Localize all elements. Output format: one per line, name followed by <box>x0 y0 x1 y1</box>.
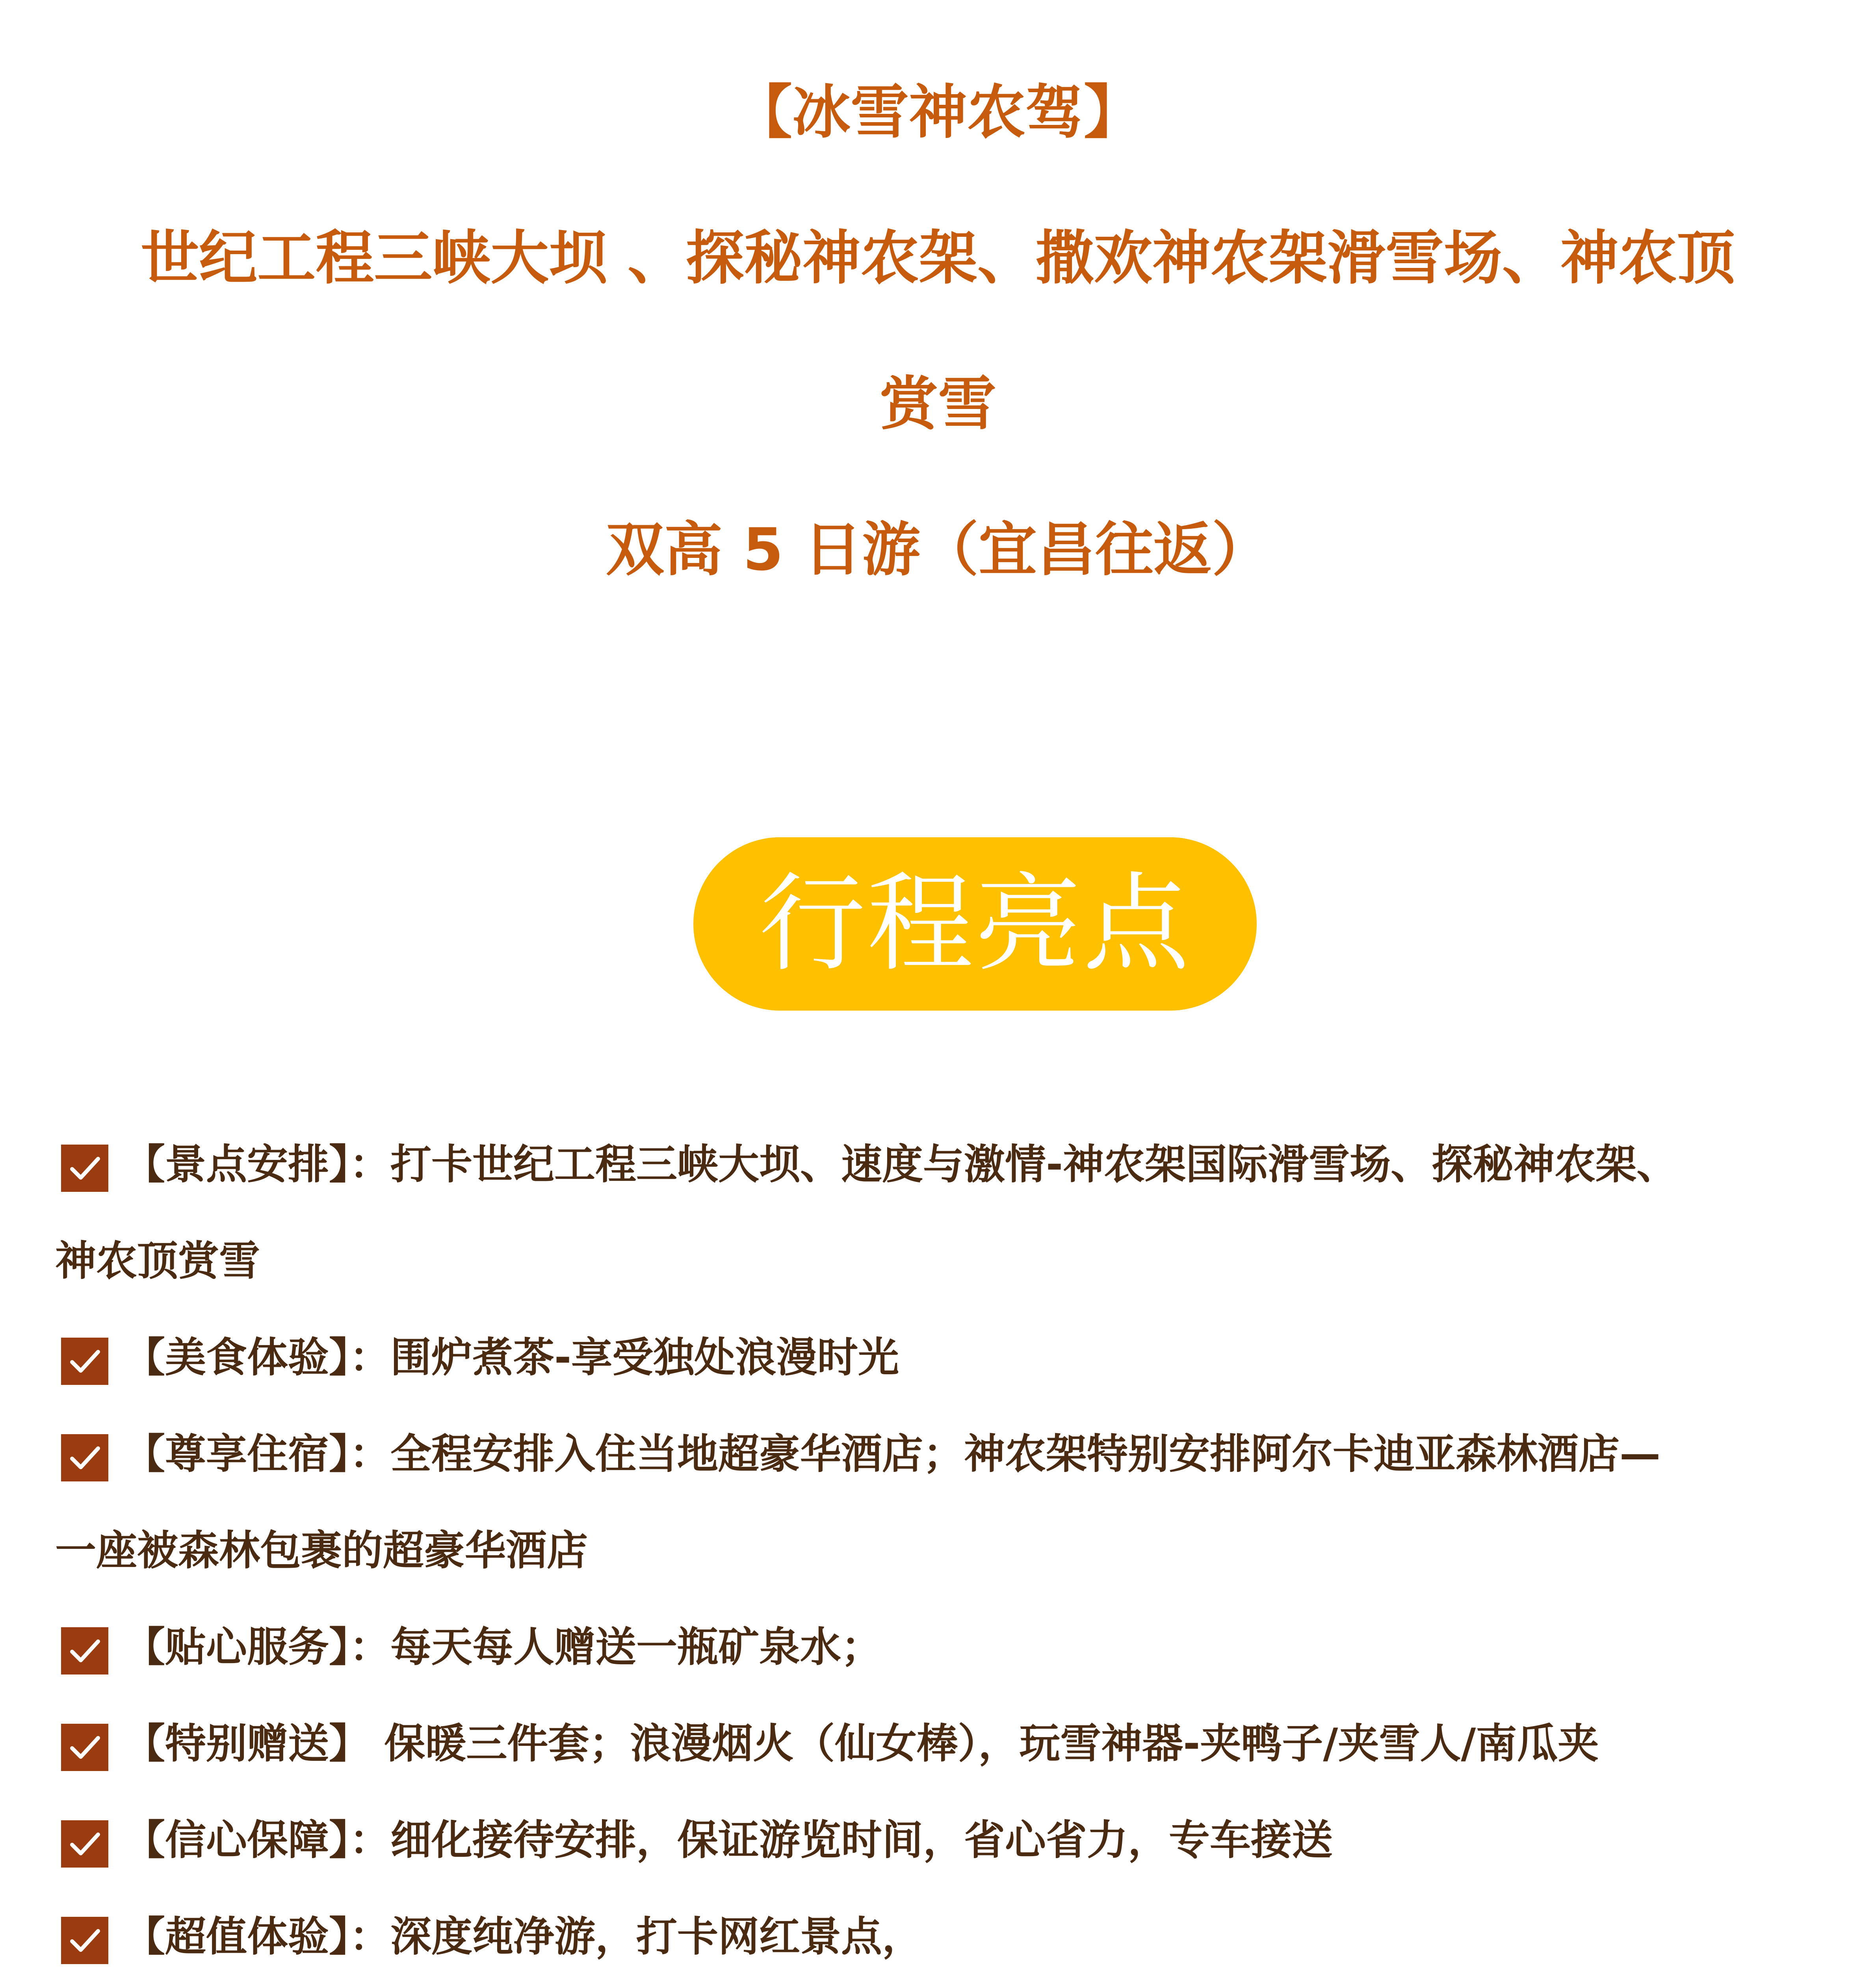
checkbox-checked-icon <box>61 1724 108 1771</box>
highlight-item-1-continuation: 神农顶赏雪 <box>55 1237 260 1285</box>
title-line-2: 世纪工程三峡大坝 、探秘神农架、撒欢神农架滑雪场、神农顶 <box>141 224 1735 292</box>
highlight-text: 【特别赠送】 保暖三件套；浪漫烟火（仙女棒），玩雪神器-夹鸭子/夹雪人/南瓜夹 <box>124 1719 1599 1767</box>
title-line-1: 【冰雪神农驾】 <box>734 78 1142 146</box>
checkbox-checked-icon <box>61 1820 108 1868</box>
title-line-3: 赏雪 <box>880 370 996 438</box>
highlight-text: 【景点安排】：打卡世纪工程三峡大坝、速度与激情-神农架国际滑雪场、探秘神农架、 <box>124 1140 1678 1188</box>
checkbox-checked-icon <box>61 1338 108 1385</box>
highlight-item-3-continuation: 一座被森林包裹的超豪华酒店 <box>55 1526 588 1574</box>
highlight-text: 【贴心服务】：每天每人赠送一瓶矿泉水； <box>124 1623 882 1671</box>
highlight-text: 【信心保障】：细化接待安排，保证游览时间，省心省力，专车接送 <box>124 1816 1333 1864</box>
title-line-4: 双高 5 日游（宜昌往返） <box>606 516 1270 584</box>
highlight-text: 【尊享住宿】：全程安排入住当地超豪华酒店；神农架特别安排阿尔卡迪亚森林酒店— <box>124 1430 1661 1478</box>
checkbox-checked-icon <box>61 1917 108 1964</box>
highlight-text: 【超值体验】：深度纯净游，打卡网红景点， <box>124 1912 923 1961</box>
checkbox-checked-icon <box>61 1145 108 1192</box>
checkbox-checked-icon <box>61 1434 108 1481</box>
highlight-text: 【美食体验】：围炉煮茶-享受独处浪漫时光 <box>124 1333 899 1381</box>
section-pill-highlights: 行程亮点 <box>693 837 1257 1011</box>
checkbox-checked-icon <box>61 1627 108 1674</box>
